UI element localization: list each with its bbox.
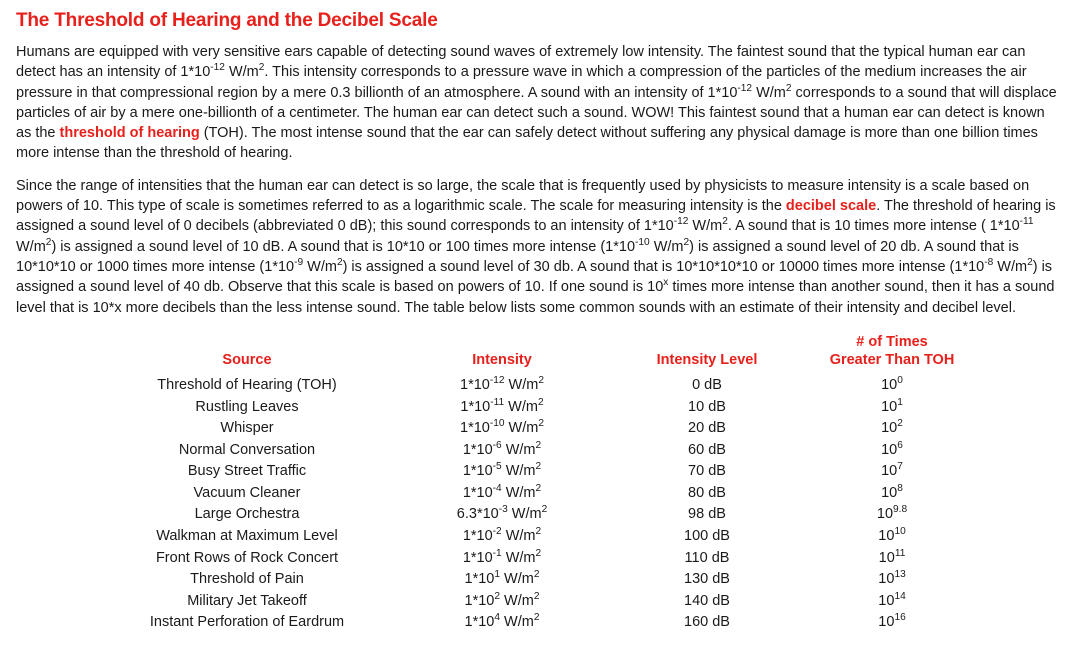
cell-source: Vacuum Cleaner <box>193 484 301 501</box>
unit: W/m <box>504 420 539 437</box>
unit-exponent: 2 <box>533 612 540 624</box>
exponent: -3 <box>498 504 508 516</box>
exponent: -10 <box>489 418 505 430</box>
unit-exponent: 2 <box>537 396 544 408</box>
base: 10 <box>878 528 895 545</box>
unit-exponent: 2 <box>535 547 542 559</box>
unit: W/m <box>501 463 536 480</box>
cell-intensity-level: 10 dB <box>688 398 726 415</box>
cell-intensity-level: 20 dB <box>688 420 726 437</box>
mantissa: 1*10 <box>462 484 493 501</box>
table-row <box>97 569 977 591</box>
unit: W/m <box>504 377 539 394</box>
mantissa: 1*10 <box>462 463 493 480</box>
mantissa: 1*10 <box>462 441 493 458</box>
exponent: 8 <box>897 483 903 495</box>
table-row <box>97 397 977 419</box>
unit-exponent: 2 <box>535 461 542 473</box>
text-run: (TOH). The most intense sound that the ear can safely detect without suffering any physical damage is more than one billion times more intense than the threshold of hearing. <box>16 125 1038 162</box>
mantissa: 1*10 <box>464 571 495 588</box>
cell-source: Instant Perforation of Eardrum <box>149 614 345 631</box>
text-run: ) is assigned a sound level of 10 dB. A sound that is 10*10 or 100 times more intense (1*10 <box>51 238 636 255</box>
cell-intensity-level: 80 dB <box>688 484 726 501</box>
exponent: 2 <box>45 236 52 248</box>
page-title: The Threshold of Hearing and the Decibel Scale <box>16 10 438 31</box>
text-run: W/m <box>688 218 723 235</box>
exponent: 2 <box>1027 257 1033 269</box>
text-run: W/m <box>16 238 46 255</box>
exponent: 2 <box>722 216 728 228</box>
highlight-decibel-scale: decibel scale <box>785 198 877 215</box>
unit-exponent: 2 <box>533 590 540 602</box>
mantissa: 1*10 <box>460 420 490 437</box>
cell-intensity <box>397 548 607 570</box>
exponent: -8 <box>984 257 994 269</box>
cell-intensity <box>397 440 607 462</box>
cell-intensity <box>397 526 607 548</box>
unit-exponent: 2 <box>538 418 544 430</box>
cell-source: Rustling Leaves <box>195 398 299 415</box>
cell-source: Busy Street Traffic <box>187 463 307 480</box>
cell-times-greater <box>807 569 977 591</box>
cell-source: Front Rows of Rock Concert <box>155 549 339 566</box>
base: 10 <box>881 441 898 458</box>
unit-exponent: 2 <box>541 504 548 516</box>
cell-times-greater <box>807 612 977 634</box>
mantissa: 6.3*10 <box>456 506 499 523</box>
exponent: -2 <box>492 526 502 538</box>
table-row <box>97 504 977 526</box>
exponent: -12 <box>210 62 225 74</box>
exponent: -9 <box>294 257 304 269</box>
cell-intensity-level: 160 dB <box>684 614 730 631</box>
cell-times-greater <box>807 591 977 613</box>
base: 10 <box>876 506 894 523</box>
exponent: -12 <box>737 82 753 94</box>
table-row <box>97 461 977 483</box>
text-run: . A sound that is 10 times more intense ( 1*10 <box>727 218 1020 235</box>
text-run: Humans are equipped with very sensitive ears capable of detecting sound waves of extremely low intensity. The faintest sound that the typical human ear can detect has an intensity of 1*10 <box>16 44 1026 81</box>
base: 10 <box>881 484 898 501</box>
text-run: W/m <box>224 64 259 81</box>
paragraph-intro <box>16 42 1058 164</box>
cell-intensity <box>397 612 607 634</box>
table-body <box>97 375 977 634</box>
exponent: 4 <box>494 612 500 624</box>
exponent: -1 <box>492 547 502 559</box>
exponent: 7 <box>897 461 903 473</box>
exponent: 2 <box>258 62 265 74</box>
mantissa: 1*10 <box>462 549 493 566</box>
unit: W/m <box>501 441 536 458</box>
text-run: W/m <box>752 84 786 101</box>
exponent: -12 <box>673 216 689 228</box>
unit-exponent: 2 <box>535 526 542 538</box>
unit: W/m <box>501 549 536 566</box>
cell-intensity <box>397 591 607 613</box>
exponent: 2 <box>336 257 343 269</box>
base: 10 <box>878 571 895 588</box>
cell-intensity-level: 60 dB <box>688 441 726 458</box>
cell-times-greater <box>807 548 977 570</box>
exponent: -12 <box>489 375 505 387</box>
exponent: 10 <box>894 526 906 538</box>
exponent: -11 <box>490 396 505 408</box>
cell-intensity <box>397 461 607 483</box>
unit: W/m <box>501 484 536 501</box>
exponent: 1 <box>494 569 500 581</box>
cell-intensity-level: 110 dB <box>684 549 730 566</box>
cell-source: Large Orchestra <box>194 506 300 523</box>
text-run: ) is assigned a sound level of 40 db. Observe that this scale is based on powers of 10. If one sound is 10 <box>16 258 1053 296</box>
column-header-source: Source <box>222 351 272 368</box>
text-run: ) is assigned a sound level of 30 db. A sound that is 10*10*10*10 or 10000 times more intense (1*10 <box>342 258 985 275</box>
text-run: ) is assigned a sound level of 20 db. A sound that is 10*10*10 or 1000 times more intense (1*10 <box>16 238 1019 275</box>
cell-intensity-level: 0 dB <box>692 377 722 394</box>
cell-times-greater <box>807 375 977 397</box>
exponent: -4 <box>492 483 502 495</box>
cell-intensity <box>397 569 607 591</box>
table-row <box>97 548 977 570</box>
base: 10 <box>881 398 898 415</box>
text-run: W/m <box>649 238 684 255</box>
exponent: 0 <box>897 375 903 387</box>
cell-times-greater <box>807 397 977 419</box>
cell-intensity <box>397 397 607 419</box>
exponent: 11 <box>894 547 906 559</box>
cell-times-greater <box>807 440 977 462</box>
text-run: corresponds to a sound that will displace particles of air by a mere one-billionth of a centimeter. The human ear can detect such a sound. WOW! This faintest sound that a human ear can detect is known as the <box>16 84 1057 142</box>
text-run: times more intense than another sound, then it has a sound level that is 10*x more decibels than the less intense sound. The table below lists some common sounds with an estimate of their intensity and decibel level. <box>16 279 1055 316</box>
mantissa: 1*10 <box>462 528 493 545</box>
exponent: 2 <box>785 82 792 94</box>
mantissa: 1*10 <box>460 398 491 415</box>
unit: W/m <box>500 571 534 588</box>
cell-intensity-level: 100 dB <box>684 528 730 545</box>
cell-times-greater <box>807 483 977 505</box>
cell-source: Walkman at Maximum Level <box>156 528 338 545</box>
unit: W/m <box>500 614 534 631</box>
cell-times-greater <box>807 504 977 526</box>
exponent: 9.8 <box>893 504 908 516</box>
paragraph-decibel-scale <box>16 176 1058 318</box>
base: 10 <box>881 463 898 480</box>
exponent: -6 <box>492 439 502 451</box>
cell-intensity <box>397 375 607 397</box>
exponent: 2 <box>897 418 903 430</box>
cell-intensity <box>397 504 607 526</box>
unit: W/m <box>507 506 542 523</box>
cell-intensity-level: 130 dB <box>684 571 730 588</box>
column-header-intensity-level: Intensity Level <box>656 351 758 368</box>
table-row <box>97 418 977 440</box>
exponent: 16 <box>894 612 906 624</box>
cell-source: Threshold of Pain <box>190 571 304 588</box>
mantissa: 1*10 <box>464 592 495 609</box>
unit: W/m <box>504 398 538 415</box>
unit: W/m <box>500 592 534 609</box>
text-run: . The threshold of hearing is assigned a sound level of 0 decibels (abbreviated 0 dB); this sound corresponds to an intensity of 1*10 <box>16 198 1056 235</box>
exponent: 1 <box>897 396 903 408</box>
exponent: -10 <box>635 236 650 248</box>
table-row <box>97 591 977 613</box>
unit-exponent: 2 <box>533 569 540 581</box>
base: 10 <box>878 614 895 631</box>
text-run: W/m <box>993 258 1028 275</box>
column-header-intensity: Intensity <box>472 351 532 368</box>
highlight-threshold-of-hearing: threshold of hearing <box>59 125 200 142</box>
table-header <box>97 330 977 375</box>
mantissa: 1*10 <box>460 377 490 394</box>
unit-exponent: 2 <box>535 439 542 451</box>
table-header-row <box>97 330 977 375</box>
table-row <box>97 526 977 548</box>
exponent: x <box>663 277 669 289</box>
unit-exponent: 2 <box>538 375 544 387</box>
table-row <box>97 375 977 397</box>
text-run: . This intensity corresponds to a pressure wave in which a compression of the particles of the medium increases the air pressure in that compressional region by a mere 0.3 billionth of an atmosphere. A sound with an intensity of 1*10 <box>16 64 1027 101</box>
cell-source: Threshold of Hearing (TOH) <box>157 377 337 394</box>
unit-exponent: 2 <box>535 483 542 495</box>
exponent: 13 <box>894 569 906 581</box>
column-header-times-greater <box>807 330 977 375</box>
mantissa: 1*10 <box>464 614 495 631</box>
table-row <box>97 440 977 462</box>
cell-intensity <box>397 483 607 505</box>
cell-intensity-level: 70 dB <box>688 463 726 480</box>
cell-times-greater <box>807 461 977 483</box>
table-row <box>97 612 977 634</box>
exponent: 6 <box>897 439 903 451</box>
base: 10 <box>881 420 898 437</box>
exponent: 14 <box>894 590 906 602</box>
exponent: 2 <box>683 236 690 248</box>
text-run: Since the range of intensities that the human ear can detect is so large, the scale that is frequently used by physicists to measure intensity is a scale based on powers of 10. This type of scale is sometimes referred to as a logarithmic scale. The scale for measuring intensity is the <box>16 177 1030 215</box>
base: 10 <box>878 549 895 566</box>
exponent: -11 <box>1019 216 1034 228</box>
cell-times-greater <box>807 418 977 440</box>
cell-source: Normal Conversation <box>178 441 316 458</box>
cell-times-greater <box>807 526 977 548</box>
times-header-line2: Greater Than TOH <box>829 351 955 368</box>
cell-source: Military Jet Takeoff <box>187 592 307 609</box>
sound-intensity-table <box>97 330 977 634</box>
exponent: 2 <box>494 590 500 602</box>
unit: W/m <box>501 528 536 545</box>
cell-source: Whisper <box>220 420 274 437</box>
base: 10 <box>878 592 895 609</box>
cell-intensity-level: 140 dB <box>684 592 730 609</box>
cell-intensity <box>397 418 607 440</box>
exponent: -5 <box>492 461 502 473</box>
text-run: W/m <box>303 258 337 275</box>
times-header-line1: # of Times <box>856 333 928 350</box>
table-row <box>97 483 977 505</box>
cell-intensity-level: 98 dB <box>688 506 726 523</box>
base: 10 <box>881 377 898 394</box>
